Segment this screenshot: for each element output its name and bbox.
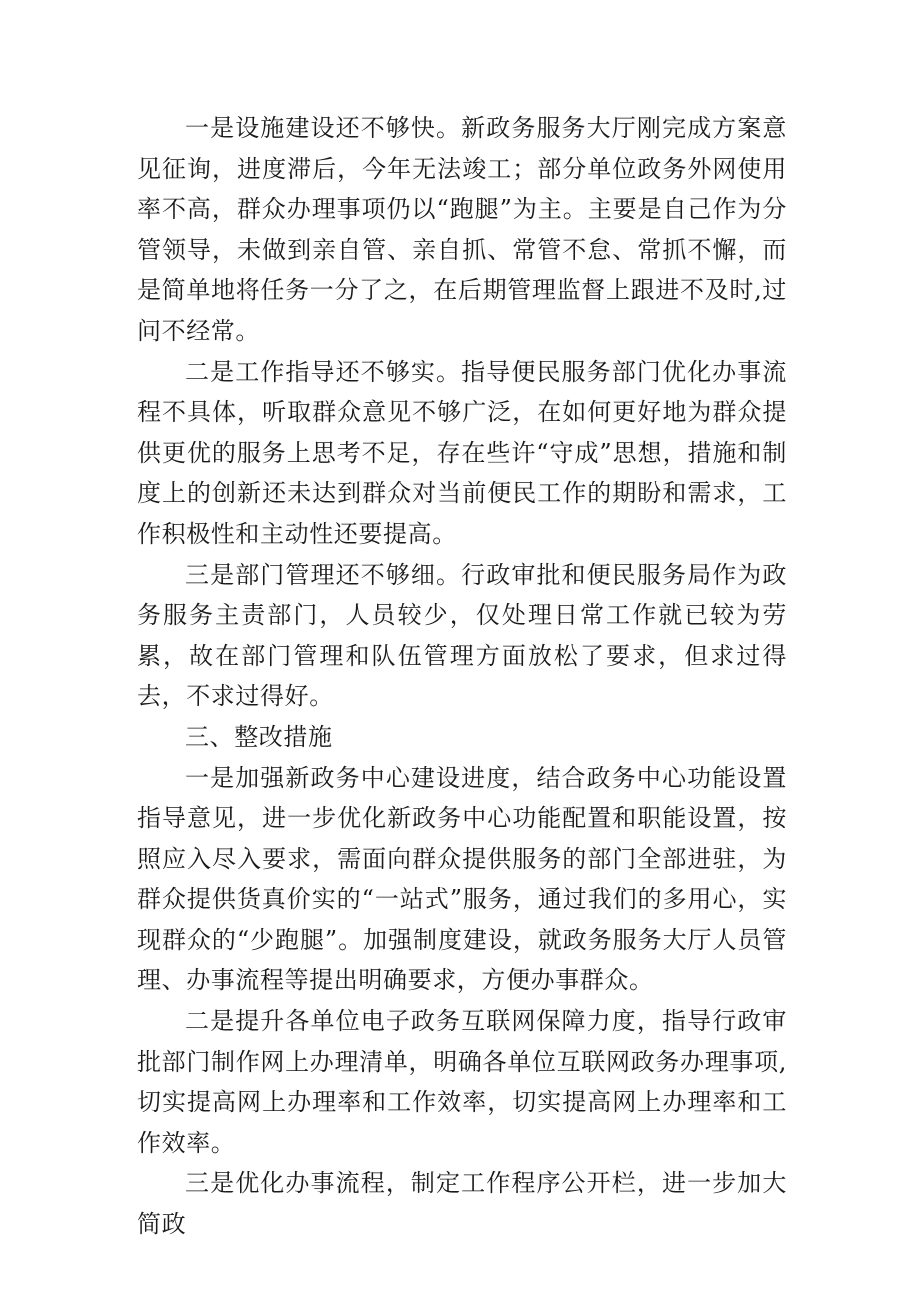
paragraph-measure-3: 三是优化办事流程，制定工作程序公开栏，进一步加大简政 [137,1169,787,1239]
paragraph-guidance: 二是工作指导还不够实。指导便民服务部门优化办事流程不具体，听取群众意见不够广泛，在如何更好地为群众提供更优的服务上思考不足，存在些许“守成”思想，措施和制度上的创新还未达到群众对当前便民工作的期盼和需求，工作积极性和主动性还要提高。 [137,357,787,548]
paragraph-measure-2: 二是提升各单位电子政务互联网保障力度，指导行政审批部门制作网上办理清单，明确各单位互联网政务办理事项,切实提高网上办理率和工作效率，切实提高网上办理率和工作效率。 [137,1007,787,1157]
document-body [137,108,787,1245]
paragraph-management: 三是部门管理还不够细。行政审批和便民服务局作为政务服务主责部门，人员较少，仅处理日常工作就已较为劳累，故在部门管理和队伍管理方面放松了要求，但求过得去，不求过得好。 [137,560,787,711]
paragraph-facilities: 一是设施建设还不够快。新政务服务大厅刚完成方案意见征询，进度滞后，今年无法竣工；部分单位政务外网使用率不高，群众办理事项仍以“跑腿”为主。主要是自己作为分管领导，未做到亲自管、亲自抓、常管不怠、常抓不懈，而是简单地将任务一分了之，在后期管理监督上跟进不及时,过问不经常。 [137,114,787,345]
paragraph-measure-1: 一是加强新政务中心建设进度，结合政务中心功能设置指导意见，进一步优化新政务中心功能配置和职能设置，按照应入尽入要求，需面向群众提供服务的部门全部进驻，为群众提供货真价实的“一站式”服务，通过我们的多用心，实现群众的“少跑腿”。加强制度建设，就政务服务大厅人员管理、办事流程等提出明确要求，方便办事群众。 [137,763,787,995]
section-heading: 三、整改措施 [185,722,333,751]
